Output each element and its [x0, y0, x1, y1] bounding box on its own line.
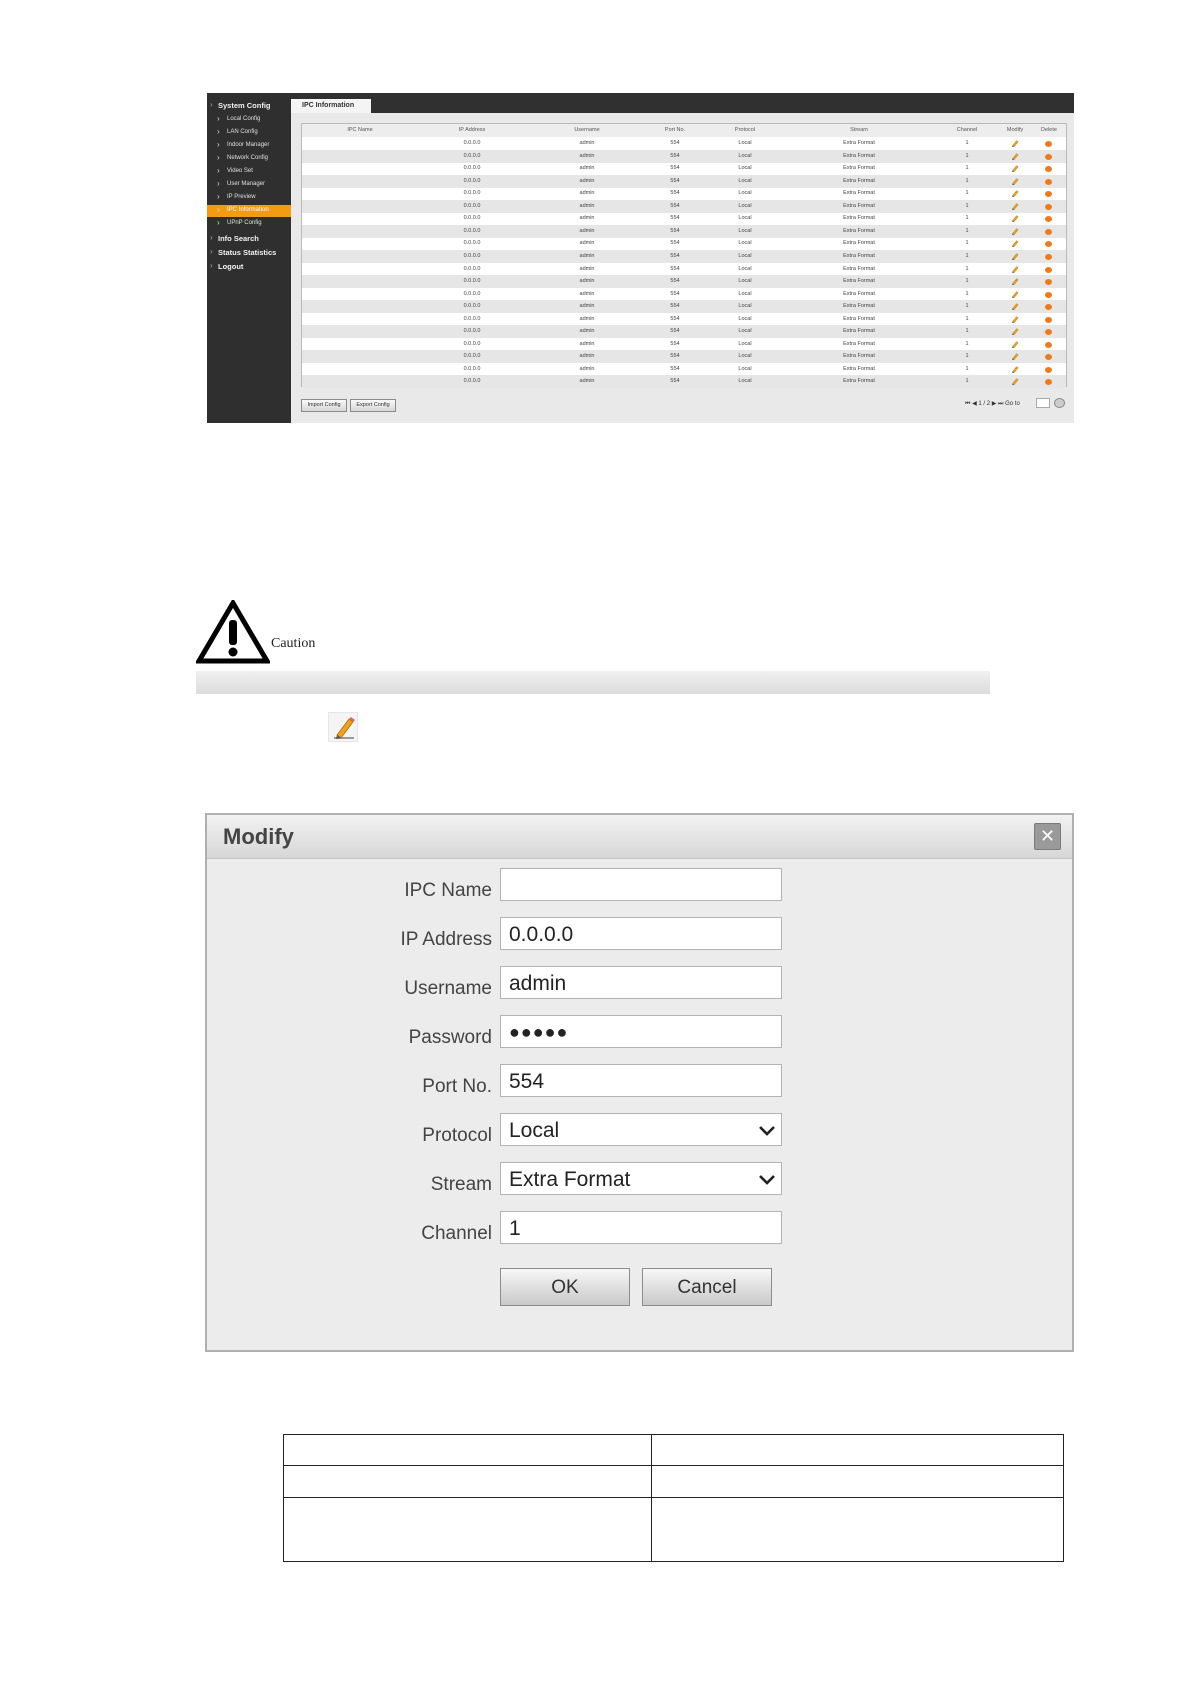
- table-cell: 1: [965, 378, 969, 385]
- table-cell: 1: [965, 265, 969, 272]
- table-cell: admin: [579, 215, 595, 222]
- table-cell: Extra Format: [843, 177, 875, 184]
- delete-icon[interactable]: [1045, 179, 1052, 185]
- table-row: [302, 250, 1066, 263]
- delete-icon[interactable]: [1045, 216, 1052, 222]
- parameter-table: [283, 1434, 1064, 1562]
- table-cell: admin: [579, 202, 595, 209]
- table-cell: 1: [965, 240, 969, 247]
- table-cell: Extra Format: [843, 328, 875, 335]
- table-row: [302, 200, 1066, 213]
- table-cell: 0.0.0.0: [463, 190, 481, 197]
- table-cell: 0.0.0.0: [463, 265, 481, 272]
- pencil-icon[interactable]: [1011, 202, 1019, 210]
- top-bar: [291, 93, 1074, 113]
- table-cell: 0.0.0.0: [463, 240, 481, 247]
- delete-icon[interactable]: [1045, 154, 1052, 160]
- sidebar: [207, 93, 291, 423]
- sidebar-item-ipc-information[interactable]: [207, 205, 291, 217]
- delete-icon[interactable]: [1045, 354, 1052, 360]
- table-row: [302, 263, 1066, 276]
- stream-label: Stream: [430, 1174, 492, 1195]
- column-header: Protocol: [734, 127, 756, 133]
- sidebar-item-network-config[interactable]: [207, 153, 291, 165]
- protocol-value: Local: [509, 1119, 560, 1142]
- ip-address-label: IP Address: [400, 929, 492, 950]
- delete-icon[interactable]: [1045, 141, 1052, 147]
- table-cell: Extra Format: [843, 215, 875, 222]
- pencil-icon[interactable]: [1011, 327, 1019, 335]
- table-row: [302, 300, 1066, 313]
- pencil-icon[interactable]: [1011, 377, 1019, 385]
- pencil-icon[interactable]: [1011, 265, 1019, 273]
- table-cell: 0.0.0.0: [463, 202, 481, 209]
- table-cell: 554: [670, 365, 680, 372]
- pencil-icon: [328, 712, 358, 742]
- table-cell: 554: [670, 340, 680, 347]
- warning-triangle-icon: [196, 600, 270, 664]
- sidebar-item-user-manager[interactable]: [207, 179, 291, 191]
- table-cell: 0.0.0.0: [463, 215, 481, 222]
- sidebar-item-label: Video Set: [227, 168, 253, 174]
- pencil-icon[interactable]: [1011, 189, 1019, 197]
- table-cell: admin: [579, 140, 595, 146]
- table-cell: 1: [965, 278, 969, 285]
- table-cell: Local: [738, 353, 752, 360]
- chevron-right-icon: ›: [217, 114, 220, 123]
- table-row: [302, 225, 1066, 238]
- table-row: [302, 338, 1066, 351]
- table-cell: admin: [579, 227, 595, 234]
- table-cell: Local: [738, 165, 752, 172]
- table-cell: admin: [579, 278, 595, 285]
- sidebar-item-label: User Manager: [227, 181, 266, 187]
- ipc-table: [301, 123, 1067, 387]
- table-cell: admin: [579, 152, 595, 159]
- table-cell: admin: [579, 303, 595, 310]
- sidebar-item-ip-preview[interactable]: [207, 192, 291, 204]
- channel-label: Channel: [421, 1223, 492, 1244]
- pencil-icon[interactable]: [1011, 290, 1019, 298]
- chevron-right-icon: ›: [217, 153, 220, 162]
- table-cell: 554: [670, 290, 680, 297]
- protocol-select[interactable]: [500, 1113, 782, 1146]
- chevron-right-icon: ›: [217, 179, 220, 188]
- table-cell: Local: [738, 340, 752, 347]
- next-page-icon[interactable]: ▶: [991, 401, 997, 407]
- dialog-title: Modify: [223, 824, 294, 849]
- delete-icon[interactable]: [1045, 367, 1052, 373]
- pencil-icon[interactable]: [1011, 164, 1019, 172]
- sidebar-section-info-search[interactable]: › Info Search: [218, 234, 259, 243]
- table-cell: 0.0.0.0: [463, 227, 481, 234]
- chevron-right-icon: ›: [217, 140, 220, 149]
- table-cell: 1: [965, 202, 969, 209]
- last-page-icon[interactable]: ⏭: [998, 401, 1004, 407]
- dialog-header: [207, 815, 1072, 859]
- goto-page-input[interactable]: [1036, 398, 1050, 408]
- pencil-icon[interactable]: [1011, 177, 1019, 185]
- table-cell: admin: [579, 290, 595, 297]
- table-cell: 554: [670, 215, 680, 222]
- table-cell: 0.0.0.0: [463, 340, 481, 347]
- caution-label: Caution: [271, 636, 316, 651]
- channel-input[interactable]: 1: [500, 1211, 782, 1244]
- table-cell: 1: [965, 328, 969, 335]
- table-header-row: [302, 124, 1066, 137]
- column-header: Port No.: [664, 127, 686, 133]
- table-row: [302, 325, 1066, 338]
- table-row: [302, 212, 1066, 225]
- column-header: Delete: [1041, 127, 1057, 133]
- column-header: IPC Name: [347, 127, 373, 133]
- column-header: IP Address: [458, 127, 486, 133]
- table-cell: Extra Format: [843, 140, 875, 146]
- table-cell: Local: [738, 227, 752, 234]
- table-cell: admin: [579, 177, 595, 184]
- table-cell: 1: [965, 365, 969, 372]
- table-cell: Local: [738, 278, 752, 285]
- table-row: [302, 275, 1066, 288]
- table-cell: Extra Format: [843, 240, 875, 247]
- table-cell: 1: [965, 177, 969, 184]
- column-header: Modify: [1006, 127, 1024, 133]
- delete-icon[interactable]: [1045, 166, 1052, 172]
- table-cell: admin: [579, 328, 595, 335]
- caution-bar: [196, 671, 990, 694]
- chevron-right-icon: ›: [217, 205, 220, 214]
- pencil-icon[interactable]: [1011, 277, 1019, 285]
- username-input[interactable]: admin: [500, 966, 782, 999]
- table-cell: 0.0.0.0: [463, 315, 481, 322]
- table-cell: Local: [738, 252, 752, 259]
- table-cell: Extra Format: [843, 278, 875, 285]
- ipc-name-label: IPC Name: [404, 880, 492, 901]
- delete-icon[interactable]: [1045, 342, 1052, 348]
- table-cell: Local: [738, 215, 752, 222]
- table-cell: 554: [670, 265, 680, 272]
- table-cell: admin: [579, 353, 595, 360]
- sidebar-item-label: Indoor Manager: [227, 142, 270, 148]
- pencil-icon[interactable]: [1011, 302, 1019, 310]
- goto-button[interactable]: [1054, 398, 1065, 408]
- table-cell: admin: [579, 165, 595, 172]
- table-cell: 554: [670, 328, 680, 335]
- delete-icon[interactable]: [1045, 267, 1052, 273]
- sidebar-item-label: UPnP Config: [227, 220, 262, 226]
- import-config-button[interactable]: Import Config: [301, 399, 347, 412]
- cancel-button[interactable]: Cancel: [642, 1268, 772, 1306]
- password-input[interactable]: ●●●●●: [500, 1015, 782, 1048]
- modify-dialog: [205, 813, 1074, 1352]
- pencil-icon[interactable]: [1011, 252, 1019, 260]
- table-cell: 0.0.0.0: [463, 303, 481, 310]
- chevron-right-icon: ›: [217, 166, 220, 175]
- port-input[interactable]: 554: [500, 1064, 782, 1097]
- table-cell: 1: [965, 353, 969, 360]
- sidebar-section-logout[interactable]: › Logout: [218, 262, 243, 271]
- protocol-label: Protocol: [422, 1125, 492, 1146]
- table-cell: 1: [965, 340, 969, 347]
- sidebar-item-indoor-manager[interactable]: [207, 140, 291, 152]
- close-icon[interactable]: ✕: [1034, 823, 1061, 850]
- pencil-icon[interactable]: [1011, 315, 1019, 323]
- table-cell: 554: [670, 190, 680, 197]
- table-row: [302, 187, 1066, 200]
- pencil-icon[interactable]: [1011, 365, 1019, 373]
- pencil-icon[interactable]: [1011, 139, 1019, 147]
- delete-icon[interactable]: [1045, 292, 1052, 298]
- table-cell: 0.0.0.0: [463, 290, 481, 297]
- sidebar-item-video-set[interactable]: [207, 166, 291, 178]
- table-cell: 1: [965, 290, 969, 297]
- port-label: Port No.: [422, 1076, 492, 1097]
- table-cell: 0.0.0.0: [463, 278, 481, 285]
- table-cell: admin: [579, 340, 595, 347]
- table-cell: Local: [738, 202, 752, 209]
- table-cell: 554: [670, 202, 680, 209]
- table-row: [302, 137, 1066, 150]
- pencil-icon[interactable]: [1011, 239, 1019, 247]
- table-cell: 1: [965, 227, 969, 234]
- table-cell: admin: [579, 378, 595, 385]
- stream-value: Extra Format: [509, 1168, 631, 1191]
- table-cell: 0.0.0.0: [463, 252, 481, 259]
- table-cell: Extra Format: [843, 190, 875, 197]
- table-cell: 1: [965, 252, 969, 259]
- table-cell: 554: [670, 140, 680, 146]
- table-cell: 0.0.0.0: [463, 165, 481, 172]
- pencil-icon[interactable]: [1011, 340, 1019, 348]
- delete-icon[interactable]: [1045, 254, 1052, 260]
- table-cell: admin: [579, 190, 595, 197]
- table-cell: 0.0.0.0: [463, 328, 481, 335]
- table-cell: 554: [670, 165, 680, 172]
- table-cell: Extra Format: [843, 290, 875, 297]
- delete-icon[interactable]: [1045, 204, 1052, 210]
- table-cell: Local: [738, 140, 752, 146]
- chevron-down-icon: [757, 1169, 777, 1189]
- chevron-right-icon: ›: [217, 127, 220, 136]
- table-cell: Extra Format: [843, 265, 875, 272]
- delete-icon[interactable]: [1045, 279, 1052, 285]
- table-cell: 1: [965, 140, 969, 146]
- table-cell: Extra Format: [843, 303, 875, 310]
- table-row: [302, 375, 1066, 388]
- ok-button[interactable]: OK: [500, 1268, 630, 1306]
- pencil-icon[interactable]: [1011, 352, 1019, 360]
- table-cell: 1: [965, 215, 969, 222]
- table-cell: Extra Format: [843, 340, 875, 347]
- table-row: [302, 350, 1066, 363]
- table-cell: Local: [738, 365, 752, 372]
- sidebar-item-lan-config[interactable]: [207, 127, 291, 139]
- table-divider: [284, 1497, 1063, 1498]
- table-row: [302, 237, 1066, 250]
- table-row: [302, 162, 1066, 175]
- pencil-icon[interactable]: [1011, 214, 1019, 222]
- table-cell: Local: [738, 328, 752, 335]
- table-cell: Local: [738, 315, 752, 322]
- table-cell: Extra Format: [843, 227, 875, 234]
- table-cell: 554: [670, 252, 680, 259]
- table-cell: 1: [965, 152, 969, 159]
- table-cell: Local: [738, 240, 752, 247]
- table-row: [302, 313, 1066, 326]
- sidebar-section-status-statistics[interactable]: › Status Statistics: [218, 248, 276, 257]
- table-cell: 0.0.0.0: [463, 177, 481, 184]
- table-cell: Local: [738, 190, 752, 197]
- sidebar-item-label: IPC Information: [227, 207, 269, 213]
- table-cell: 1: [965, 190, 969, 197]
- sidebar-item-label: LAN Config: [227, 129, 258, 135]
- table-cell: Local: [738, 177, 752, 184]
- sidebar-item-label: Local Config: [227, 116, 261, 122]
- delete-icon[interactable]: [1045, 317, 1052, 323]
- table-cell: 0.0.0.0: [463, 140, 481, 146]
- table-cell: 554: [670, 378, 680, 385]
- username-label: Username: [404, 978, 492, 999]
- column-header: Stream: [850, 127, 868, 133]
- table-row: [302, 150, 1066, 163]
- table-cell: 554: [670, 353, 680, 360]
- table-cell: 0.0.0.0: [463, 152, 481, 159]
- table-cell: 1: [965, 165, 969, 172]
- table-cell: 554: [670, 315, 680, 322]
- delete-icon[interactable]: [1045, 304, 1052, 310]
- table-cell: admin: [579, 365, 595, 372]
- table-cell: admin: [579, 265, 595, 272]
- table-divider: [284, 1465, 1063, 1466]
- ip-address-input[interactable]: 0.0.0.0: [500, 917, 782, 950]
- table-cell: Local: [738, 265, 752, 272]
- table-cell: 554: [670, 303, 680, 310]
- chevron-right-icon: ›: [217, 218, 220, 227]
- table-cell: 1: [965, 303, 969, 310]
- table-cell: 0.0.0.0: [463, 353, 481, 360]
- ipc-name-input[interactable]: [500, 868, 782, 901]
- table-cell: 554: [670, 227, 680, 234]
- goto-label: Go to: [1005, 401, 1020, 407]
- chevron-down-icon: [757, 1120, 777, 1140]
- table-divider: [651, 1435, 652, 1561]
- pencil-icon[interactable]: [1011, 152, 1019, 160]
- table-cell: Extra Format: [843, 152, 875, 159]
- column-header: Channel: [956, 127, 978, 133]
- delete-icon[interactable]: [1045, 241, 1052, 247]
- table-cell: Extra Format: [843, 252, 875, 259]
- table-cell: admin: [579, 252, 595, 259]
- table-cell: 554: [670, 152, 680, 159]
- first-page-icon[interactable]: ⏮: [965, 401, 971, 407]
- table-cell: 0.0.0.0: [463, 378, 481, 385]
- tab-ipc-information[interactable]: IPC Information: [291, 99, 371, 114]
- table-cell: Extra Format: [843, 315, 875, 322]
- table-cell: Local: [738, 152, 752, 159]
- table-cell: 554: [670, 278, 680, 285]
- table-cell: 554: [670, 240, 680, 247]
- pencil-icon[interactable]: [1011, 227, 1019, 235]
- table-cell: Extra Format: [843, 165, 875, 172]
- delete-icon[interactable]: [1045, 191, 1052, 197]
- table-cell: Local: [738, 290, 752, 297]
- password-label: Password: [408, 1027, 492, 1048]
- table-row: [302, 363, 1066, 376]
- stream-select[interactable]: [500, 1162, 782, 1195]
- table-cell: 1: [965, 315, 969, 322]
- table-cell: 554: [670, 177, 680, 184]
- delete-icon[interactable]: [1045, 379, 1052, 385]
- chevron-right-icon: ›: [217, 192, 220, 201]
- sidebar-item-upnp-config[interactable]: [207, 218, 291, 230]
- sidebar-item-label: Network Config: [227, 155, 269, 161]
- table-cell: Extra Format: [843, 202, 875, 209]
- sidebar-item-local-config[interactable]: [207, 114, 291, 126]
- table-cell: Extra Format: [843, 353, 875, 360]
- page-indicator: 1 / 2: [978, 401, 991, 407]
- table-cell: Extra Format: [843, 378, 875, 385]
- table-row: [302, 288, 1066, 301]
- sidebar-section-system-config[interactable]: › System Config: [218, 101, 271, 110]
- sidebar-item-label: IP Preview: [227, 194, 256, 200]
- pager: [965, 400, 1020, 408]
- table-cell: Local: [738, 378, 752, 385]
- prev-page-icon[interactable]: ◀: [972, 401, 977, 407]
- column-header: Username: [574, 127, 600, 133]
- table-cell: 0.0.0.0: [463, 365, 481, 372]
- table-cell: admin: [579, 240, 595, 247]
- export-config-button[interactable]: Export Config: [350, 399, 396, 412]
- delete-icon[interactable]: [1045, 229, 1052, 235]
- ipc-information-screenshot: [207, 93, 1074, 423]
- delete-icon[interactable]: [1045, 329, 1052, 335]
- table-cell: admin: [579, 315, 595, 322]
- table-row: [302, 175, 1066, 188]
- table-cell: Extra Format: [843, 365, 875, 372]
- table-cell: Local: [738, 303, 752, 310]
